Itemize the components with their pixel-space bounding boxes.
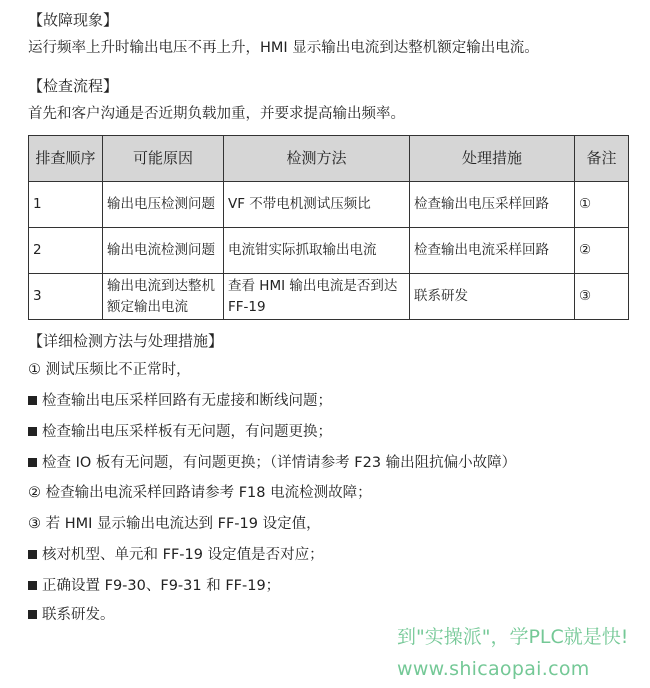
watermark-slogan: 到"实操派"，学PLC就是快! xyxy=(397,626,629,648)
cell-order: 2 xyxy=(29,228,103,274)
troubleshooting-table xyxy=(28,135,629,320)
detail-item-bullet xyxy=(28,453,516,473)
cell-action: 检查输出电流采样回路 xyxy=(410,228,575,274)
detail-item-bullet xyxy=(28,422,332,442)
detail-item-circle: ① 测试压频比不正常时， xyxy=(28,362,191,378)
detail-header: 【详细检测方法与处理措施】 xyxy=(28,332,224,350)
cell-order: 3 xyxy=(29,274,103,320)
watermark-url: www.shicaopai.com xyxy=(397,658,590,680)
table-row xyxy=(29,182,629,228)
header-cause: 可能原因 xyxy=(103,136,224,182)
square-bullet-icon xyxy=(28,396,37,405)
cell-note: ③ xyxy=(575,274,629,320)
detail-item-text: 联系研发。 xyxy=(42,607,115,623)
detail-item-text: 核对机型、单元和 FF-19 设定值是否对应； xyxy=(42,547,324,563)
detail-item-circle: ② 检查输出电流采样回路请参考 F18 电流检测故障； xyxy=(28,485,372,501)
header-action: 处理措施 xyxy=(410,136,575,182)
square-bullet-icon xyxy=(28,610,37,619)
cell-note: ② xyxy=(575,228,629,274)
detail-item-text: 正确设置 F9-30、F9-31 和 FF-19； xyxy=(42,578,281,594)
cell-action: 联系研发 xyxy=(410,274,575,320)
cell-cause: 输出电流到达整机额定输出电流 xyxy=(103,274,224,320)
header-note: 备注 xyxy=(575,136,629,182)
table-header-row xyxy=(29,136,629,182)
cell-method: 电流钳实际抓取输出电流 xyxy=(224,228,410,274)
detail-item-circle: ③ 若 HMI 显示输出电流达到 FF-19 设定值， xyxy=(28,516,321,532)
fault-header: 【故障现象】 xyxy=(28,11,119,29)
square-bullet-icon xyxy=(28,458,37,467)
cell-cause: 输出电压检测问题 xyxy=(103,182,224,228)
square-bullet-icon xyxy=(28,581,37,590)
detail-item-bullet xyxy=(28,545,324,565)
cell-method: VF 不带电机测试压频比 xyxy=(224,182,410,228)
square-bullet-icon xyxy=(28,550,37,559)
cell-method: 查看 HMI 输出电流是否到达 FF-19 xyxy=(224,274,410,320)
fault-text: 运行频率上升时输出电压不再上升，HMI 显示输出电流到达整机额定输出电流。 xyxy=(28,40,539,56)
cell-note: ① xyxy=(575,182,629,228)
cell-action: 检查输出电压采样回路 xyxy=(410,182,575,228)
cell-order: 1 xyxy=(29,182,103,228)
detail-item-bullet xyxy=(28,391,332,411)
check-header: 【检查流程】 xyxy=(28,77,119,95)
header-order: 排查顺序 xyxy=(29,136,103,182)
table-row xyxy=(29,274,629,320)
table-row xyxy=(29,228,629,274)
check-text: 首先和客户沟通是否近期负载加重，并要求提高输出频率。 xyxy=(28,106,405,122)
detail-item-bullet xyxy=(28,576,280,596)
square-bullet-icon xyxy=(28,427,37,436)
detail-item-text: 检查输出电压采样板有无问题，有问题更换； xyxy=(42,424,332,440)
detail-item-text: 检查输出电压采样回路有无虚接和断线问题； xyxy=(42,393,332,409)
cell-cause: 输出电流检测问题 xyxy=(103,228,224,274)
header-method: 检测方法 xyxy=(224,136,410,182)
detail-item-text: 检查 IO 板有无问题，有问题更换；（详情请参考 F23 输出阻抗偏小故障） xyxy=(42,455,517,471)
detail-item-bullet xyxy=(28,605,115,625)
